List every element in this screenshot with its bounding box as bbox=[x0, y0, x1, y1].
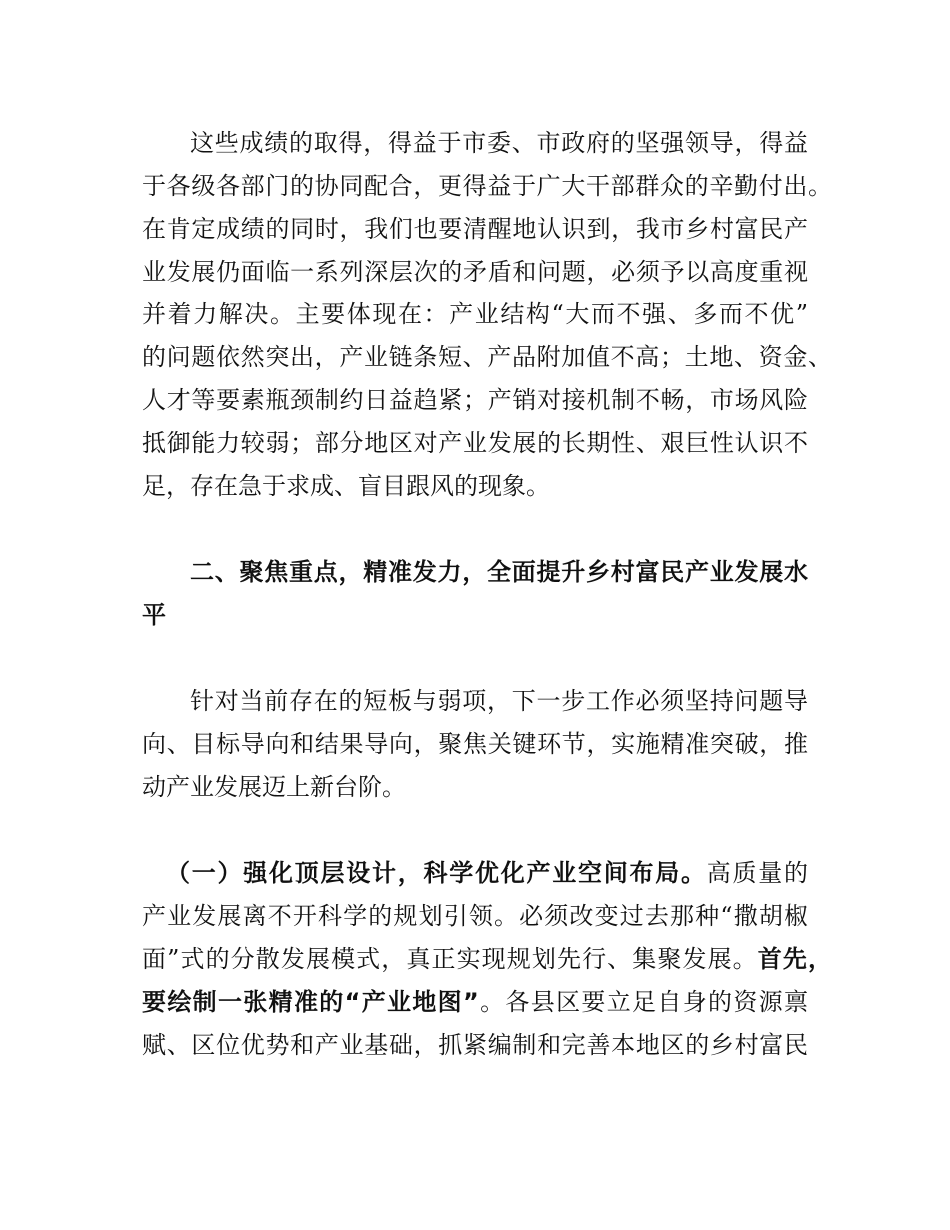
text-line bbox=[142, 471, 550, 501]
text-run: 向、目标导向和结果导向，聚焦关键环节，实施精准突破，推 bbox=[142, 730, 808, 758]
bold-text: 二、聚焦重点，精准发力，全面提升乡村富民产业发展水 bbox=[190, 558, 808, 586]
text-run: 并着力解决。主要体现在：产业结构“大而不强、多而不优” bbox=[142, 300, 808, 328]
text-run: 人才等要素瓶颈制约日益趋紧；产销对接机制不畅，市场风险 bbox=[142, 386, 808, 414]
bold-text: 平 bbox=[142, 601, 166, 629]
text-run: 高质量的 bbox=[706, 859, 808, 887]
text-run: 。各县区要立足自身的资源禀 bbox=[478, 988, 809, 1016]
text-run: 针对当前存在的短板与弱项，下一步工作必须坚持问题导 bbox=[190, 687, 808, 715]
text-line bbox=[190, 686, 808, 716]
bold-text: 首先， bbox=[757, 945, 832, 973]
text-line bbox=[142, 299, 808, 329]
text-run: 的问题依然突出，产业链条短、产品附加值不高；土地、资金、 bbox=[142, 343, 832, 371]
text-line bbox=[142, 600, 166, 630]
text-line bbox=[142, 385, 808, 415]
bold-text: 要绘制一张精准的“产业地图” bbox=[142, 988, 479, 1016]
text-line bbox=[142, 171, 832, 201]
text-line bbox=[142, 944, 832, 974]
text-run: 业发展仍面临一系列深层次的矛盾和问题，必须予以高度重视 bbox=[142, 258, 808, 286]
text-line bbox=[142, 729, 808, 759]
text-line bbox=[142, 428, 808, 458]
text-line bbox=[166, 858, 808, 888]
text-run: 在肯定成绩的同时，我们也要清醒地认识到，我市乡村富民产 bbox=[142, 215, 808, 243]
text-run: 足，存在急于求成、盲目跟风的现象。 bbox=[142, 472, 550, 500]
text-line bbox=[142, 987, 808, 1017]
text-line bbox=[142, 342, 832, 372]
text-run: 赋、区位优势和产业基础，抓紧编制和完善本地区的乡村富民 bbox=[142, 1031, 808, 1059]
text-run: 于各级各部门的协同配合，更得益于广大干部群众的辛勤付出。 bbox=[142, 172, 832, 200]
text-run: 产业发展离不开科学的规划引领。必须改变过去那种“撒胡椒 bbox=[142, 902, 808, 930]
text-line bbox=[190, 128, 808, 158]
text-line bbox=[142, 214, 808, 244]
text-line bbox=[190, 557, 808, 587]
text-run: 抵御能力较弱；部分地区对产业发展的长期性、艰巨性认识不 bbox=[142, 429, 808, 457]
text-line bbox=[142, 257, 808, 287]
text-line bbox=[142, 1030, 808, 1060]
bold-text: （一）强化顶层设计，科学优化产业空间布局。 bbox=[166, 859, 707, 887]
text-line bbox=[142, 772, 406, 802]
text-line bbox=[142, 901, 808, 931]
text-run: 动产业发展迈上新台阶。 bbox=[142, 773, 406, 801]
text-run: 这些成绩的取得，得益于市委、市政府的坚强领导，得益 bbox=[190, 129, 808, 157]
text-run: 面”式的分散发展模式，真正实现规划先行、集聚发展。 bbox=[142, 945, 758, 973]
